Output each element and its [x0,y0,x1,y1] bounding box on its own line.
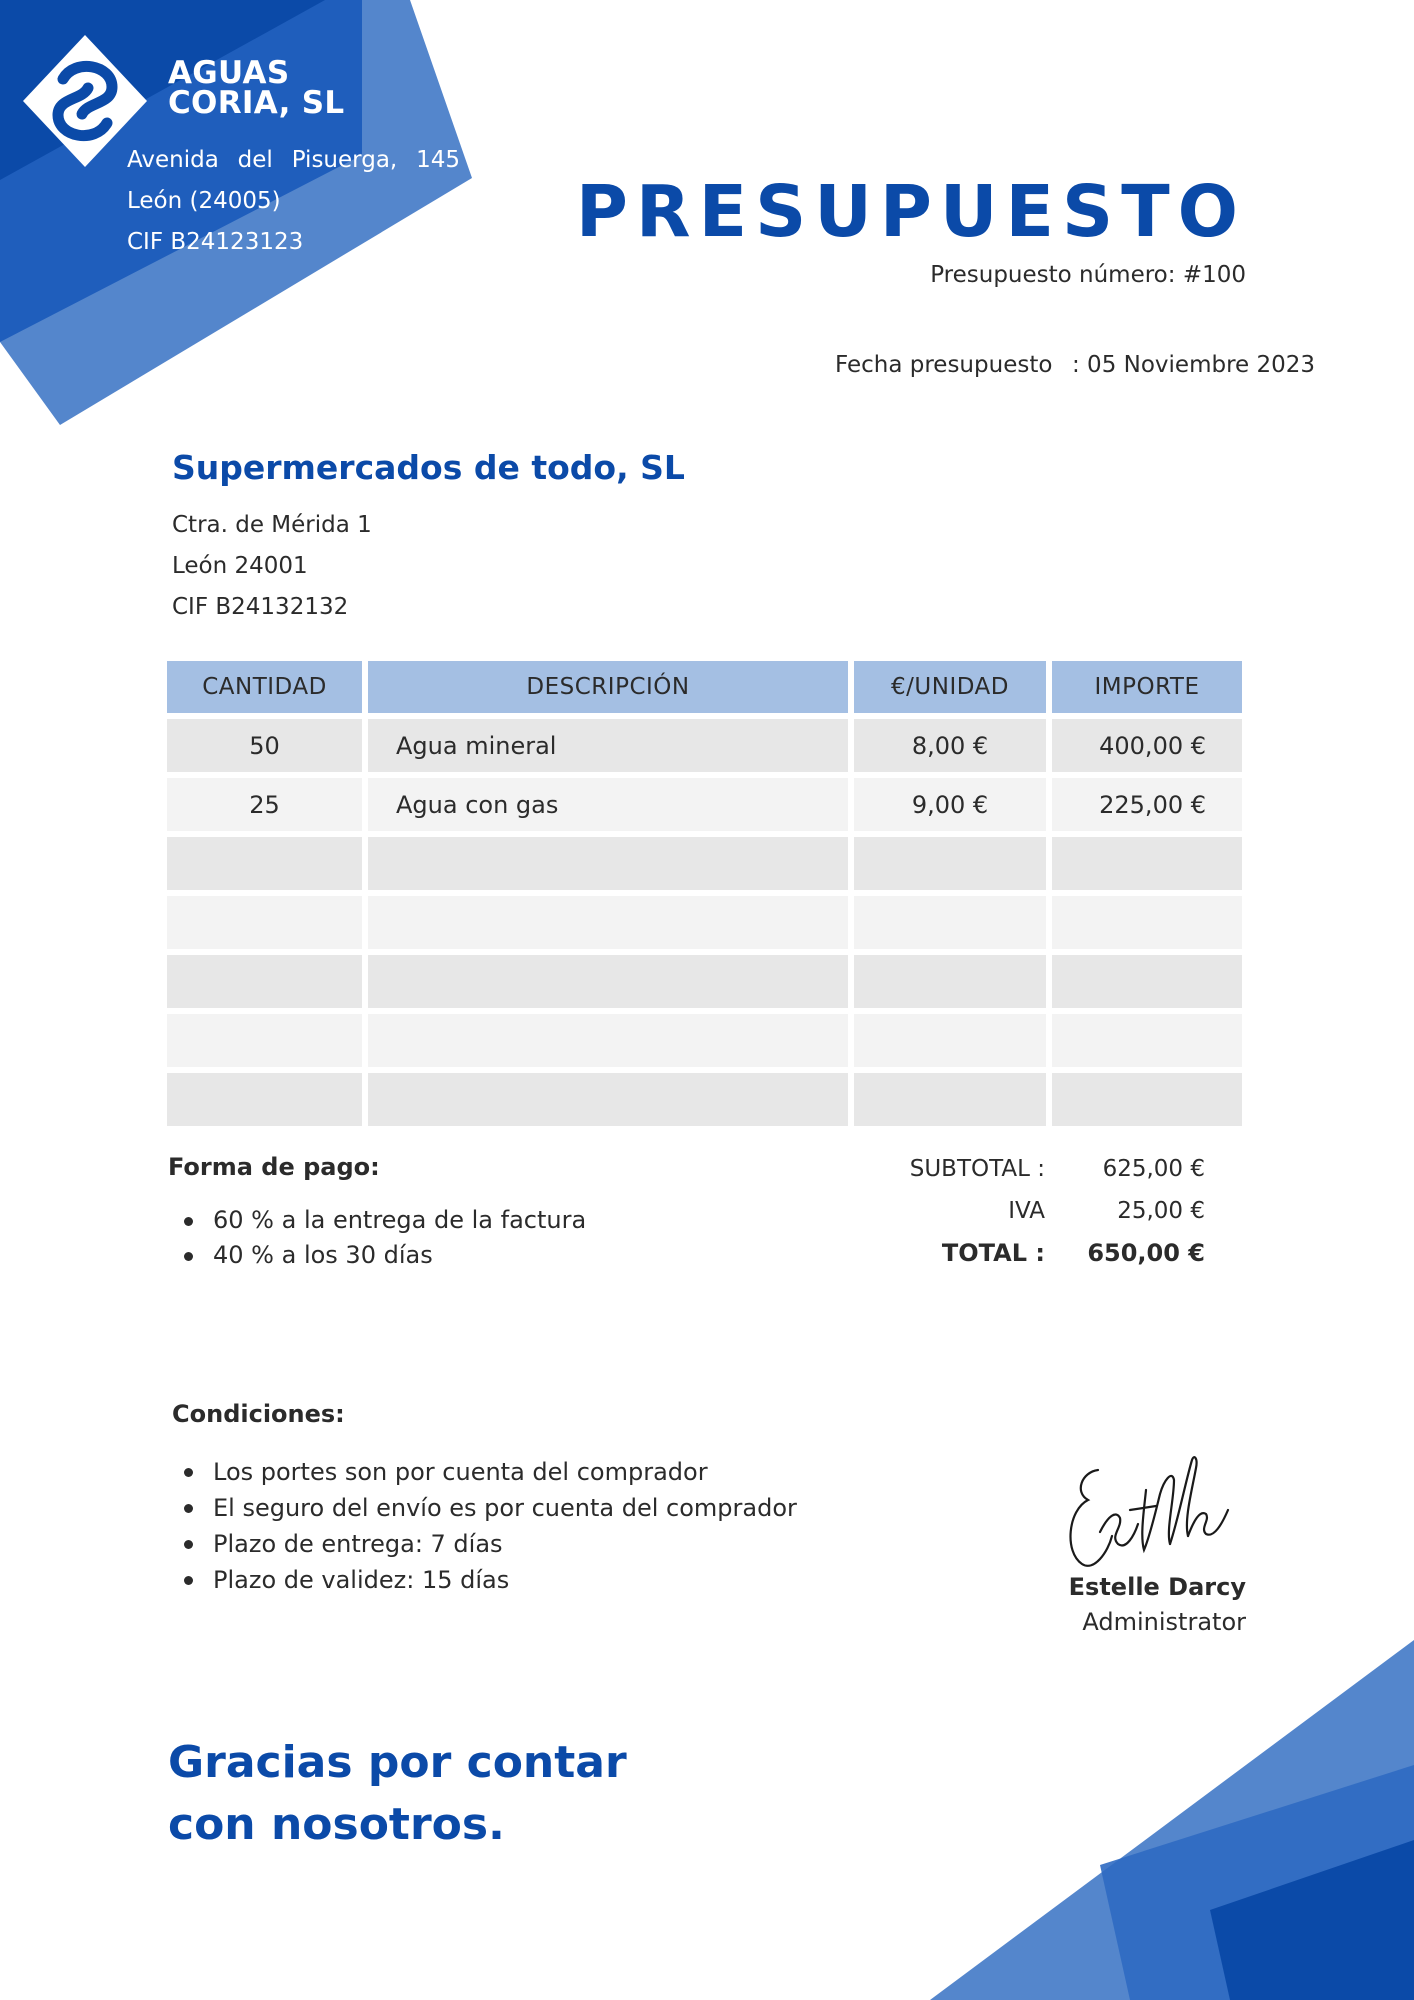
header-descripcion: DESCRIPCIÓN [368,661,848,713]
cell-quantity [167,1073,362,1126]
company-address-block [127,140,460,263]
payment-list [168,1203,586,1273]
iva-label: IVA [1008,1198,1045,1224]
list-item: Plazo de validez: 15 días [168,1562,797,1598]
signer-role: Administrator [1082,1608,1246,1636]
cell-quantity [167,1014,362,1067]
company-address: Avenida del Pisuerga, 145 [127,147,460,173]
total-value: 650,00 € [1087,1239,1205,1267]
header-precio-unidad: €/UNIDAD [854,661,1046,713]
list-item: 60 % a la entrega de la factura [168,1203,586,1238]
cell-amount: 400,00 € [1052,719,1242,772]
signer-name: Estelle Darcy [1068,1573,1246,1601]
cell-unit-price [854,1073,1046,1126]
cell-quantity: 25 [167,778,362,831]
cell-quantity [167,955,362,1008]
cell-unit-price [854,955,1046,1008]
cell-quantity [167,837,362,890]
thanks-message [168,1732,627,1856]
cell-quantity: 50 [167,719,362,772]
cell-description [368,1073,848,1126]
cell-unit-price [854,1014,1046,1067]
cell-description [368,955,848,1008]
cell-amount [1052,1014,1242,1067]
document-title: PRESUPUESTO [575,170,1246,253]
table-row [167,837,1242,890]
conditions-list [168,1454,797,1598]
cell-unit-price [854,896,1046,949]
client-address: Ctra. de Mérida 1 [172,512,372,538]
table-row [167,955,1242,1008]
table-row [167,1073,1242,1126]
conditions-title: Condiciones: [172,1400,345,1428]
subtotal-row [880,1148,1205,1190]
cell-unit-price [854,837,1046,890]
client-cif: CIF B24132132 [172,594,349,620]
cell-unit-price: 8,00 € [854,719,1046,772]
table-header-row [167,661,1242,713]
cell-quantity [167,896,362,949]
cell-description: Agua con gas [368,778,848,831]
company-cif: CIF B24123123 [127,229,304,255]
totals-block [880,1148,1205,1274]
list-item: 40 % a los 30 días [168,1238,586,1273]
list-item: El seguro del envío es por cuenta del comprador [168,1490,797,1526]
client-city: León 24001 [172,553,308,579]
signature-icon [1060,1440,1250,1590]
cell-amount: 225,00 € [1052,778,1242,831]
cell-amount [1052,1073,1242,1126]
thanks-line2: con nosotros. [168,1799,505,1850]
cell-description [368,1014,848,1067]
cell-description [368,896,848,949]
document-date-label: Fecha presupuesto [835,352,1053,378]
cell-amount [1052,955,1242,1008]
header-importe: IMPORTE [1052,661,1242,713]
company-name-line2: CORIA, SL [168,85,345,121]
total-label: TOTAL : [941,1239,1045,1267]
table-row [167,719,1242,772]
table-row [167,778,1242,831]
payment-title: Forma de pago: [168,1153,380,1181]
header-cantidad: CANTIDAD [167,661,362,713]
total-row [880,1232,1205,1274]
cell-amount [1052,896,1242,949]
cell-amount [1052,837,1242,890]
subtotal-value: 625,00 € [1102,1156,1205,1182]
table-row [167,1014,1242,1067]
subtotal-label: SUBTOTAL : [909,1156,1045,1182]
company-name [168,55,345,121]
cell-description: Agua mineral [368,719,848,772]
document-number: Presupuesto número: #100 [930,262,1246,288]
items-table [161,655,1248,1132]
document-date-value: : 05 Noviembre 2023 [1072,352,1316,378]
bottom-right-shapes [930,1640,1414,2000]
iva-row [880,1190,1205,1232]
cell-description [368,837,848,890]
company-name-line1: AGUAS [168,55,290,91]
table-row [167,896,1242,949]
list-item: Plazo de entrega: 7 días [168,1526,797,1562]
client-name: Supermercados de todo, SL [172,448,685,487]
cell-unit-price: 9,00 € [854,778,1046,831]
company-city: León (24005) [127,188,281,214]
iva-value: 25,00 € [1117,1198,1205,1224]
list-item: Los portes son por cuenta del comprador [168,1454,797,1490]
thanks-line1: Gracias por contar [168,1737,627,1788]
client-address-block [172,505,372,628]
